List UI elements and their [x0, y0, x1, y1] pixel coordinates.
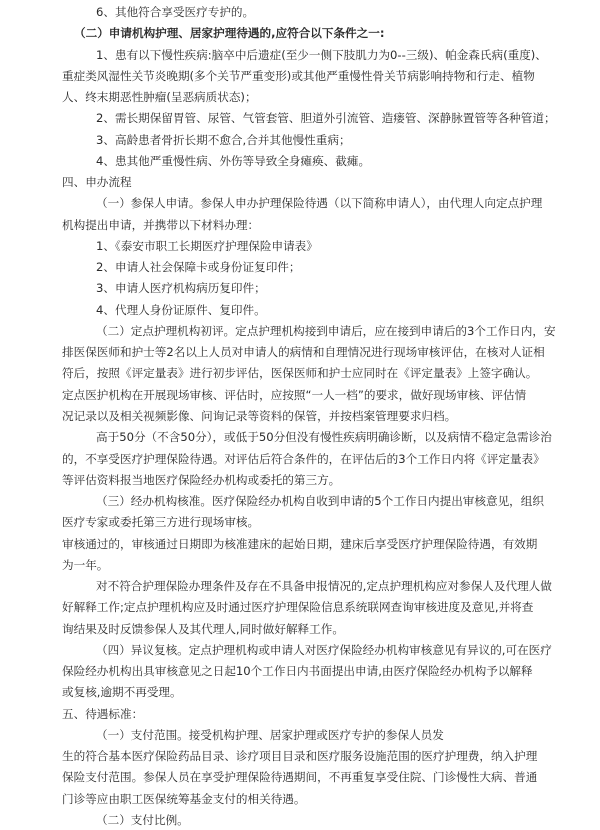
text-line: 人、终末期恶性肿瘤(呈恶病质状态)； [62, 90, 257, 104]
text-line: 等评估资料报当地医疗保险经办机构或委托的第三方。 [62, 473, 341, 487]
text-line: （一）参保人申请。参保人申办护理保险待遇（以下简称申请人），由代理人向定点护理 [96, 196, 543, 210]
text-line: 3、高龄患者骨折长期不愈合,合并其他慢性重病； [96, 133, 351, 147]
text-line: 或复核,逾期不再受理。 [62, 685, 182, 699]
text-line: 保险支付范围。参保人员在享受护理保险待遇期间，不再重复享受住院、门诊慢性大病、普通 [62, 770, 538, 784]
text-line: 高于50分（不含50分），或低于50分但没有慢性疾病明确诊断，以及病情不稳定急需诊治 [96, 430, 552, 444]
text-line: （二）支付比例。 [96, 813, 189, 827]
text-line: 医疗专家或委托第三方进行现场审核。 [62, 515, 260, 529]
section-heading: 五、待遇标准： [62, 707, 144, 721]
text-line: 符后，按照《评定量表》进行初步评估，医保医师和护士应同时在《评定量表》上签字确认。 [62, 366, 538, 380]
text-line: 2、申请人社会保障卡或身份证复印件； [96, 260, 301, 274]
text-line: （四）异议复核。定点护理机构或申请人对医疗保险经办机构审核意见有异议的,可在医疗 [96, 643, 552, 657]
text-line: （二）定点护理机构初评。定点护理机构接到申请后，应在接到申请后的3个工作日内，安 [96, 324, 556, 338]
text-line: 的，不享受医疗护理保险待遇。对评估后符合条件的，在评估后的3个工作日内将《评定量表》 [62, 452, 545, 466]
text-line: （三）经办机构核准。医疗保险经办机构自收到申请的5个工作日内提出审核意见，组织 [96, 494, 544, 508]
text-line: 况记录以及相关视频影像、问询记录等资料的保管，并按档案管理要求归档。 [62, 409, 457, 423]
text-line: 对不符合护理保险办理条件及存在不具备申报情况的,定点护理机构应对参保人及代理人做 [96, 579, 552, 593]
text-line: 定点医护机构在开展现场审核、评估时，应按照“一人一档”的要求，做好现场审核、评估情 [62, 388, 527, 402]
text-line: 审核通过的，审核通过日期即为核准建床的起始日期，建床后享受医疗护理保险待遇，有效期 [62, 537, 538, 551]
section-heading: （二）申请机构护理、居家护理待遇的,应符合以下条件之一: [74, 26, 385, 40]
text-line: 为一年。 [62, 558, 109, 572]
text-line: 保险经办机构出具审核意见之日起10个工作日内书面提出申请,由医疗保险经办机构予以解释 [62, 664, 533, 678]
text-line: 机构提出申请，并携带以下材料办理： [62, 218, 260, 232]
text-line: 4、代理人身份证原件、复印件。 [96, 303, 266, 317]
text-line: 好解释工作;定点护理机构应及时通过医疗护理保险信息系统联网查询审核进度及意见,并将查 [62, 600, 534, 614]
text-line: 1、《泰安市职工长期医疗护理保险申请表》 [96, 239, 318, 253]
text-line: 生的符合基本医疗保险药品目录、诊疗项目目录和医疗服务设施范围的医疗护理费，纳入护理 [62, 749, 538, 763]
section-heading: 四、申办流程 [62, 175, 132, 189]
text-line: 重症类风湿性关节炎晚期(多个关节严重变形)或其他严重慢性骨关节病影响持物和行走、植物 [62, 69, 535, 83]
text-line: 询结果及时反馈参保人及其代理人,同时做好解释工作。 [62, 622, 344, 636]
text-line: 3、申请人医疗机构病历复印件； [96, 281, 266, 295]
text-line: 4、患其他严重慢性病、外伤等导致全身瘫痪、截瘫。 [96, 154, 371, 168]
text-line: 1、患有以下慢性疾病:脑卒中后遗症(至少一侧下肢肌力为0--三级)、帕金森氏病(重度)、 [96, 48, 547, 62]
text-line: 6、其他符合享受医疗专护的。 [96, 5, 255, 19]
text-line: （一）支付范围。接受机构护理、居家护理或医疗专护的参保人员发 [96, 728, 444, 742]
text-line: 2、需长期保留胃管、尿管、气管套管、胆道外引流管、造瘘管、深静脉置管等各种管道； [96, 111, 556, 125]
text-line: 排医保医师和护士等2名以上人员对申请人的病情和自理情况进行现场审核评估，在核对人证相 [62, 345, 545, 359]
text-line: 门诊等应由职工医保统筹基金支付的相关待遇。 [62, 792, 306, 806]
